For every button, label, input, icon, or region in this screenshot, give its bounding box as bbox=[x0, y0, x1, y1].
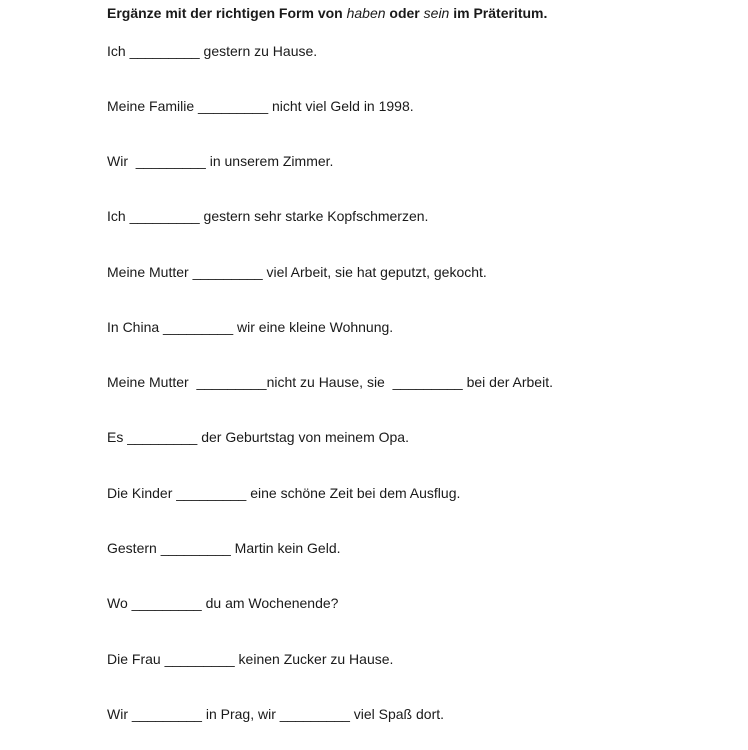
instruction-heading bbox=[107, 5, 547, 21]
answer-blank[interactable]: _________ bbox=[176, 485, 247, 501]
exercise-text: Wo bbox=[107, 595, 132, 611]
instruction-text-3: im Präteritum. bbox=[449, 5, 548, 21]
exercise-text: gestern sehr starke Kopfschmerzen. bbox=[199, 208, 429, 224]
exercise-text: Martin kein Geld. bbox=[230, 540, 341, 556]
exercise-text: viel Arbeit, sie hat geputzt, gekocht. bbox=[262, 264, 487, 280]
answer-blank[interactable]: _________ bbox=[392, 374, 463, 390]
exercise-text: Meine Mutter bbox=[107, 374, 197, 390]
exercise-text: bei der Arbeit. bbox=[462, 374, 553, 390]
answer-blank[interactable]: _________ bbox=[198, 98, 269, 114]
answer-blank[interactable]: _________ bbox=[127, 429, 198, 445]
exercise-line-9 bbox=[107, 484, 460, 502]
exercise-line-6 bbox=[107, 318, 393, 336]
answer-blank[interactable]: _________ bbox=[279, 706, 350, 722]
answer-blank[interactable]: _________ bbox=[163, 319, 234, 335]
exercise-text: viel Spaß dort. bbox=[349, 706, 445, 722]
answer-blank[interactable]: _________ bbox=[135, 153, 206, 169]
exercise-line-1 bbox=[107, 42, 317, 60]
exercise-text: Die Kinder bbox=[107, 485, 177, 501]
exercise-text: Ich bbox=[107, 208, 130, 224]
exercise-text: wir eine kleine Wohnung. bbox=[233, 319, 394, 335]
exercise-text: nicht zu Hause, sie bbox=[266, 374, 393, 390]
exercise-line-11 bbox=[107, 594, 338, 612]
exercise-text: Wir bbox=[107, 153, 136, 169]
exercise-line-7 bbox=[107, 373, 553, 391]
exercise-text: der Geburtstag von meinem Opa. bbox=[197, 429, 409, 445]
exercise-text: eine schöne Zeit bei dem Ausflug. bbox=[246, 485, 461, 501]
exercise-text: Ich bbox=[107, 43, 130, 59]
exercise-text: Die Frau bbox=[107, 651, 165, 667]
exercise-text: Meine Familie bbox=[107, 98, 199, 114]
exercise-text: Gestern bbox=[107, 540, 161, 556]
instruction-text-2: oder bbox=[385, 5, 424, 21]
exercise-text: in Prag, wir bbox=[201, 706, 280, 722]
exercise-line-4 bbox=[107, 207, 428, 225]
answer-blank[interactable]: _________ bbox=[196, 374, 267, 390]
exercise-line-10 bbox=[107, 539, 341, 557]
instruction-text-1: Ergänze mit der richtigen Form von bbox=[107, 5, 347, 21]
exercise-line-5 bbox=[107, 263, 487, 281]
instruction-word-haben: haben bbox=[346, 5, 386, 21]
exercise-text: gestern zu Hause. bbox=[199, 43, 318, 59]
exercise-text: du am Wochenende? bbox=[201, 595, 339, 611]
exercise-text: Meine Mutter bbox=[107, 264, 193, 280]
exercise-line-13 bbox=[107, 705, 444, 723]
exercise-line-8 bbox=[107, 428, 409, 446]
answer-blank[interactable]: _________ bbox=[164, 651, 235, 667]
exercise-text: In China bbox=[107, 319, 164, 335]
exercise-line-2 bbox=[107, 97, 414, 115]
exercise-line-12 bbox=[107, 650, 393, 668]
exercise-text: nicht viel Geld in 1998. bbox=[268, 98, 414, 114]
answer-blank[interactable]: _________ bbox=[131, 706, 202, 722]
answer-blank[interactable]: _________ bbox=[131, 595, 202, 611]
answer-blank[interactable]: _________ bbox=[160, 540, 231, 556]
exercise-text: keinen Zucker zu Hause. bbox=[234, 651, 394, 667]
answer-blank[interactable]: _________ bbox=[129, 43, 200, 59]
exercise-line-3 bbox=[107, 152, 333, 170]
exercise-text: in unserem Zimmer. bbox=[205, 153, 334, 169]
instruction-word-sein: sein bbox=[423, 5, 450, 21]
exercise-text: Es bbox=[107, 429, 128, 445]
exercise-text: Wir bbox=[107, 706, 132, 722]
answer-blank[interactable]: _________ bbox=[192, 264, 263, 280]
answer-blank[interactable]: _________ bbox=[129, 208, 200, 224]
